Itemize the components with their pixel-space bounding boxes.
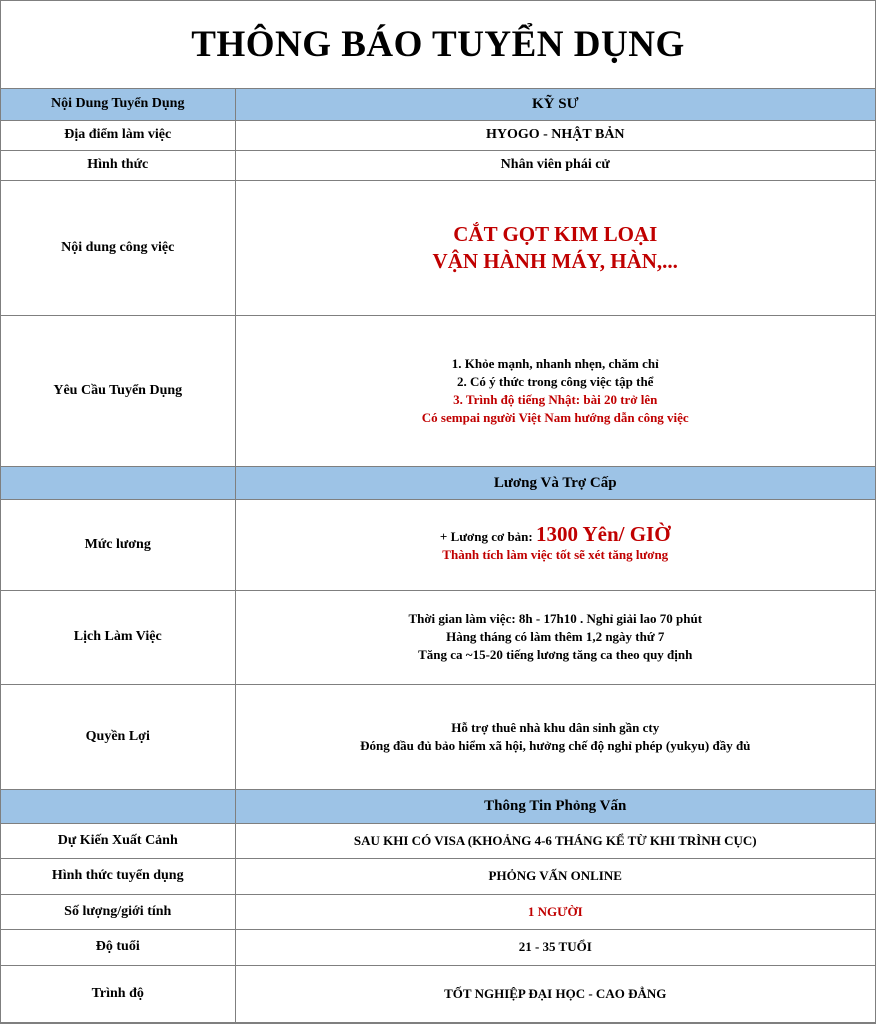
schedule — [235, 590, 875, 684]
section-title-interview: Thông Tin Phỏng Vấn — [235, 789, 875, 823]
schedule-line: Hàng tháng có làm thêm 1,2 ngày thứ 7 — [446, 629, 665, 644]
location-value: HYOGO - NHẬT BẢN — [235, 120, 875, 150]
row-label: Nội dung công việc — [1, 180, 235, 315]
table-row — [1, 858, 875, 894]
salary-amount: 1300 Yên/ GIỜ — [536, 522, 671, 546]
job-line: VẬN HÀNH MÁY, HÀN,... — [432, 248, 678, 273]
requirement-line: 2. Có ý thức trong công việc tập thể — [457, 373, 654, 389]
table-row — [1, 965, 875, 1022]
requirement-line: Có sempai người Việt Nam hướng dẫn công việc — [421, 409, 689, 425]
requirement-line: 3. Trình độ tiếng Nhật: bài 20 trở lên — [453, 391, 658, 407]
table-row — [1, 823, 875, 858]
table-row — [1, 150, 875, 180]
salary-prefix: + Lương cơ bản: — [439, 529, 533, 544]
job-description — [235, 180, 875, 315]
section-header — [1, 789, 875, 823]
benefits — [235, 684, 875, 789]
position-value: KỸ SƯ — [235, 89, 875, 120]
row-label: Địa điểm làm việc — [1, 120, 235, 150]
salary-note: Thành tích làm việc tốt sẽ xét tăng lương — [442, 547, 669, 562]
table-row — [1, 499, 875, 590]
requirement-line: 1. Khỏe mạnh, nhanh nhẹn, chăm chỉ — [451, 355, 659, 371]
row-label: Quyền Lợi — [1, 684, 235, 789]
interview-format-value: PHỎNG VẤN ONLINE — [235, 858, 875, 894]
row-label: Độ tuổi — [1, 929, 235, 965]
benefit-line: Đóng đầu đủ bảo hiểm xã hội, hưởng chế độ nghỉ phép (yukyu) đầy đủ — [360, 737, 751, 753]
row-label: Số lượng/giới tính — [1, 894, 235, 929]
table-row — [1, 180, 875, 315]
table-row — [1, 120, 875, 150]
row-label: Nội Dung Tuyển Dụng — [1, 89, 235, 120]
salary-line — [236, 522, 876, 546]
section-title-salary: Lương Và Trợ Cấp — [235, 466, 875, 499]
schedule-line: Thời gian làm việc: 8h - 17h10 . Nghỉ giải lao 70 phút — [408, 611, 703, 626]
row-label: Hình thức — [1, 150, 235, 180]
section-header-blank — [1, 789, 235, 823]
table-row — [1, 89, 875, 120]
section-header-blank — [1, 466, 235, 499]
benefit-line: Hỗ trợ thuê nhà khu dân sinh gần cty — [451, 719, 660, 735]
row-label: Trình độ — [1, 965, 235, 1022]
row-label: Dự Kiến Xuất Cảnh — [1, 823, 235, 858]
salary-info — [235, 499, 875, 590]
table-row — [1, 894, 875, 929]
row-label: Yêu Cầu Tuyển Dụng — [1, 315, 235, 466]
table-row — [1, 684, 875, 789]
row-label: Mức lương — [1, 499, 235, 590]
schedule-line: Tăng ca ~15-20 tiếng lương tăng ca theo quy định — [418, 647, 693, 662]
row-label: Hình thức tuyển dụng — [1, 858, 235, 894]
education-value: TỐT NGHIỆP ĐẠI HỌC - CAO ĐẲNG — [235, 965, 875, 1022]
requirements — [235, 315, 875, 466]
page-title: THÔNG BÁO TUYỂN DỤNG — [1, 1, 875, 89]
table-row — [1, 315, 875, 466]
recruitment-table — [1, 89, 875, 1023]
row-label: Lịch Làm Việc — [1, 590, 235, 684]
table-row — [1, 929, 875, 965]
departure-value: SAU KHI CÓ VISA (KHOẢNG 4-6 THÁNG KỂ TỪ KHI TRÌNH CỤC) — [235, 823, 875, 858]
job-line: CẮT GỌT KIM LOẠI — [453, 221, 658, 246]
headcount-value: 1 NGƯỜI — [235, 894, 875, 929]
table-row — [1, 590, 875, 684]
age-value: 21 - 35 TUỔI — [235, 929, 875, 965]
section-header — [1, 466, 875, 499]
employment-type-value: Nhân viên phái cử — [235, 150, 875, 180]
